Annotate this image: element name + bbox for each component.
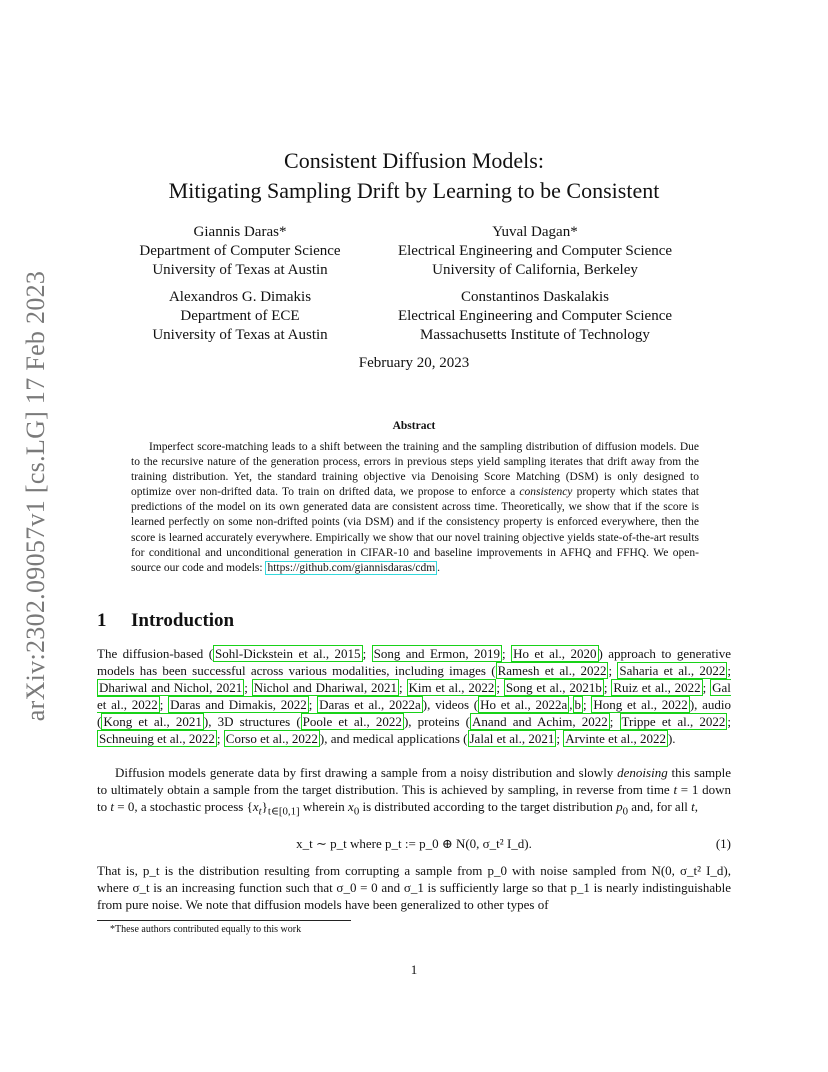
section-title: Introduction: [131, 610, 235, 631]
citation-link[interactable]: Song et al., 2021b: [505, 680, 602, 696]
section-number: 1: [97, 610, 107, 631]
citation-link[interactable]: Daras et al., 2022a: [319, 697, 421, 713]
emphasis: consistency: [519, 486, 573, 499]
intro-paragraph-1: The diffusion-based ( Sohl-Dickstein et al., 2015 ; Song and Ermon, 2019 ; Ho et al., 2020 ) approach to generative models has been successful across various modalities, including images ( Ramesh et al., 2022 ; Saharia et al., 2022 ; Dhariwal and Nichol, 2021 ; Nichol and Dhariwal, 2021 ; Kim et al., 2022 ; Song et al., 2021b ; Ruiz et al., 2022 ; Gal et al., 2022 ; Daras and Dimakis, 2022 ; Daras et al., 2022a ), videos ( Ho et al., 2022a , b ; Hong et al., 2022 ), audio ( Kong et al., 2021 ), 3D structures ( Poole et al., 2022 ), proteins ( Anand and Achim, 2022 ; Trippe et al., 2022 ; Schneuing et al., 2022 ; Corso et al., 2022 ), and medical applications ( Jalal et al., 2021 ; Arvinte et al., 2022 ).: [97, 646, 732, 747]
citation-link[interactable]: Sohl-Dickstein et al., 2015: [215, 646, 361, 661]
author-name: Alexandros G. Dimakis: [168, 289, 312, 305]
author-institution: Massachusetts Institute of Technology: [420, 327, 650, 343]
author-institution: University of California, Berkeley: [432, 262, 638, 278]
paper-title-line-1: Consistent Diffusion Models:: [284, 148, 544, 173]
citation-link[interactable]: Corso et al., 2022: [225, 731, 318, 747]
citation-link[interactable]: Gal et al., 2022: [97, 680, 731, 713]
citation-link[interactable]: Trippe et al., 2022: [621, 714, 726, 730]
intro-paragraph-2: Diffusion models generate data by first drawing a sample from a noisy distribution and slowly denoising this sample to ultimately obtain a sample from the target distribution. This is achieved by sampling, in reverse from time t = 1 down to t = 0, a stochastic process $\{x_t\}_{t\in[0,1]}$ wherein $x_0$ is distributed according to the target distribution $p_0$ and, for all t,: [97, 765, 731, 818]
citation-link[interactable]: Nichol and Dhariwal, 2021: [253, 680, 398, 696]
citation-link[interactable]: Poole et al., 2022: [302, 714, 402, 730]
author-name: Constantinos Daskalakis: [461, 289, 609, 305]
citation-link[interactable]: Schneuing et al., 2022: [99, 731, 215, 747]
arxiv-identifier: arXiv:2302.09057v1 [cs.LG] 17 Feb 2023: [21, 270, 50, 722]
citation-link[interactable]: Dhariwal and Nichol, 2021: [99, 680, 243, 696]
citation-link[interactable]: Ruiz et al., 2022: [613, 680, 701, 696]
page-number: 1: [410, 962, 418, 977]
citation-link[interactable]: Kim et al., 2022: [408, 680, 495, 696]
author-name: Yuval Dagan*: [492, 224, 578, 240]
citation-link[interactable]: Jalal et al., 2021: [469, 731, 555, 747]
author-block: [375, 223, 695, 280]
footnote: *These authors contributed equally to this work: [110, 924, 302, 935]
footnote-rule: [97, 920, 351, 921]
code-url-link[interactable]: https://github.com/giannisdaras/cdm: [267, 561, 436, 574]
author-block: [110, 223, 370, 280]
intro-paragraph-3: That is, p_t is the distribution resulting from corrupting a sample from p_0 with noise sampled from N(0, σ_t² I_d), where σ_t is an increasing function such that σ_0 = 0 and σ_1 is sufficiently large so that p_1 is nearly indistinguishable from pure noise. We note that diffusion models have been generalized to other types of: [97, 863, 731, 913]
abstract-heading: Abstract: [392, 420, 436, 432]
author-name: Giannis Daras*: [193, 224, 287, 240]
citation-link[interactable]: Ramesh et al., 2022: [497, 663, 607, 679]
author-block: [375, 288, 695, 345]
citation-link[interactable]: b: [574, 697, 582, 713]
citation-link[interactable]: Ho et al., 2022a: [480, 697, 568, 713]
section-heading: [97, 610, 234, 632]
citation-link[interactable]: Anand and Achim, 2022: [472, 714, 608, 730]
citation-link[interactable]: Hong et al., 2022: [593, 697, 688, 713]
author-department: Electrical Engineering and Computer Science: [397, 243, 673, 259]
publication-date: February 20, 2023: [358, 355, 470, 371]
author-department: Electrical Engineering and Computer Science: [397, 308, 673, 324]
author-institution: University of Texas at Austin: [152, 327, 328, 343]
citation-link[interactable]: Arvinte et al., 2022: [565, 731, 666, 747]
citation-link[interactable]: Saharia et al., 2022: [619, 663, 726, 679]
equation-number: (1): [715, 836, 731, 851]
paper-title-line-2: Mitigating Sampling Drift by Learning to be Consistent: [168, 178, 660, 203]
abstract-body: Imperfect score-matching leads to a shift between the training and the sampling distribution of diffusion models. Due to the recursive nature of the generation process, errors in previous steps yield sampling iterates that drift away from the training distribution. Yet, the standard training objective via Denoising Score Matching (DSM) is only designed to optimize over non-drifted data. To train on drifted data, we propose to enforce a consistency property which states that predictions of the model on its own generated data are consistent across time. Theoretically, we show that if the score is learned perfectly on some non-drifted points (via DSM) and if the consistency property is enforced everywhere, then the score is learned accurately everywhere. Empirically we show that our novel training objective yields state-of-the-art results for conditional and unconditional generation in CIFAR-10 and baseline improvements in AFHQ and FFHQ. We open-source our code and models: https://github.com/giannisdaras/cdm .: [131, 441, 700, 574]
equation-1: [97, 836, 731, 856]
author-block: [110, 288, 370, 345]
citation-link[interactable]: Song and Ermon, 2019: [373, 646, 501, 661]
citation-link[interactable]: Daras and Dimakis, 2022: [170, 697, 307, 713]
equation-formula: x_t ∼ p_t where p_t := p_0 ⊕ N(0, σ_t² I_d).: [296, 836, 532, 851]
author-department: Department of Computer Science: [139, 243, 341, 259]
citation-link[interactable]: Ho et al., 2020: [513, 646, 597, 661]
author-department: Department of ECE: [180, 308, 300, 324]
citation-link[interactable]: Kong et al., 2021: [103, 714, 202, 730]
author-institution: University of Texas at Austin: [152, 262, 328, 278]
